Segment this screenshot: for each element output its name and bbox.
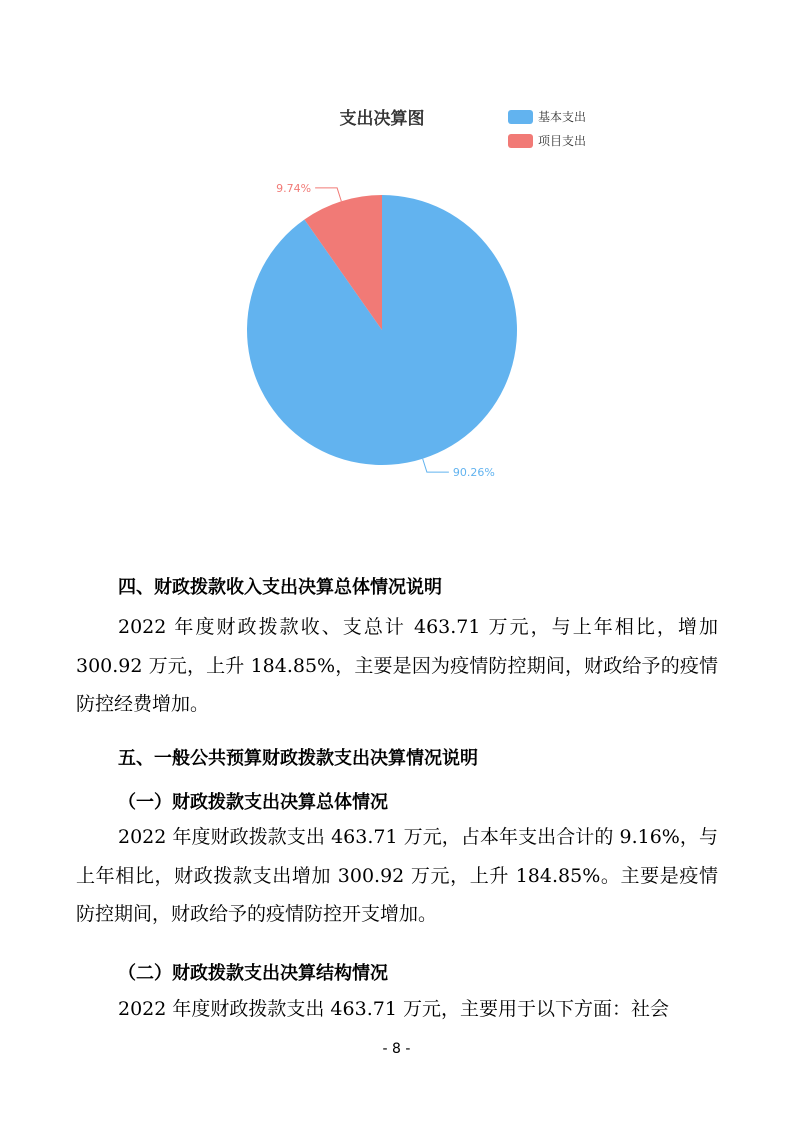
leader-line-0 [423, 459, 449, 472]
leader-line-1 [315, 188, 341, 201]
legend-swatch-0 [508, 110, 533, 124]
section-heading-5: 五、一般公共预算财政拨款支出决算情况说明 [118, 748, 478, 769]
pie-slices [247, 195, 517, 465]
expenditure-pie-chart [0, 0, 793, 520]
paragraph-5-2: 2022 年度财政拨款支出 463.71 万元，主要用于以下方面：社会 [118, 998, 669, 1020]
legend-swatch-1 [508, 134, 533, 148]
section-heading-4: 四、财政拨款收入支出决算总体情况说明 [118, 577, 442, 598]
paragraph-5-1: 2022 年度财政拨款支出 463.71 万元，占本年支出合计的 9.16%，与上年相比，财政拨款支出增加 300.92 万元，上升 184.85%。主要是疫情防控期间，财政给予的疫情防控开支增加。 [76, 826, 718, 925]
paragraph-4: 2022 年度财政拨款收、支总计 463.71 万元，与上年相比，增加 300.92 万元，上升 184.85%，主要是因为疫情防控期间，财政给予的疫情防控经费增加。 [76, 616, 718, 715]
chart-title: 支出决算图 [339, 109, 425, 129]
legend-label-1: 项目支出 [538, 134, 587, 148]
subsection-heading-5-2: （二）财政拨款支出决算结构情况 [118, 963, 388, 984]
slice-label-1: 9.74% [276, 181, 312, 195]
page-number: - 8 - [382, 1041, 411, 1057]
subsection-heading-5-1: （一）财政拨款支出决算总体情况 [118, 792, 388, 813]
chart-legend [508, 109, 586, 148]
slice-label-0: 90.26% [452, 466, 495, 480]
legend-label-0: 基本支出 [538, 110, 587, 124]
